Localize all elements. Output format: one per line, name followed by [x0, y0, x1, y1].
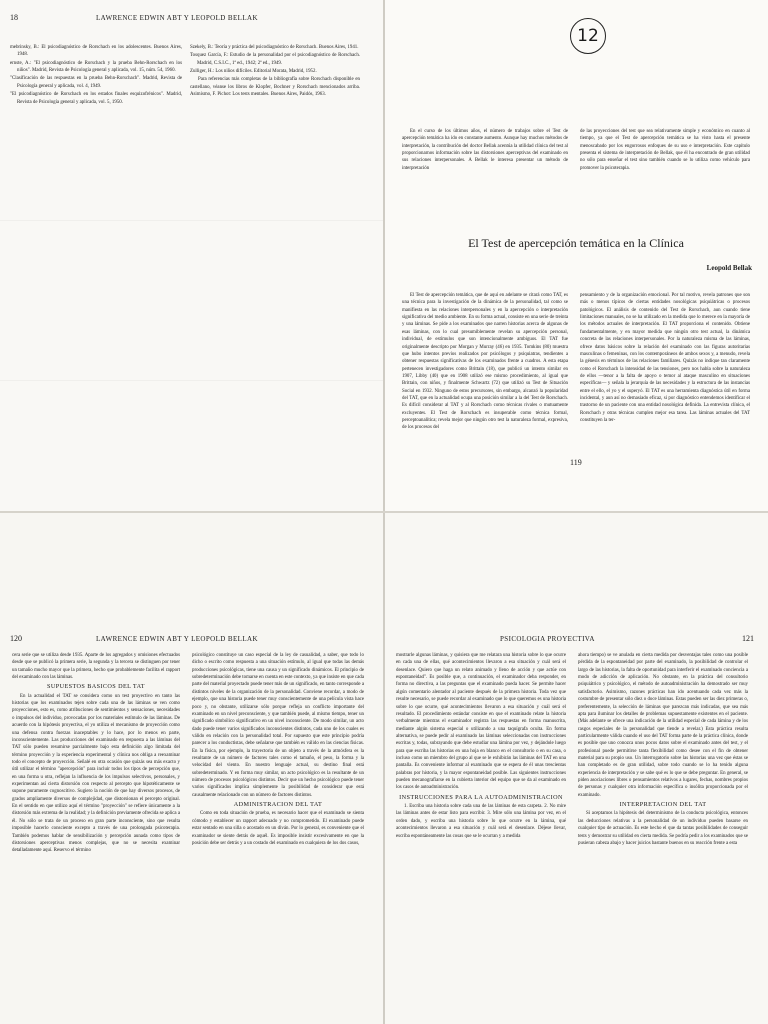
body-column-2: [580, 292, 750, 460]
intro-paragraph: En el curso de los últimos años, el número de trabajos sobre el Test de apercepción temática ha ido en constante aumento. Aunque hay muchos métodos de interpretación, la contribución del doctor Bellak acentúa la utilidad clínica del test al proporcionarnos información sobre las distorsiones aperceptivas del examinado en sus relaciones interpersonales. A Bellak le interesa presentar un método de interpretación: [402, 129, 568, 171]
references-column-1: [10, 44, 182, 144]
intro-column-2: [580, 128, 750, 198]
body-paragraph: psicológico constituye un caso especial de la ley de casualidad, a saber, que todo lo dicho o escrito como respuesta a una situación estímulo, al igual que todas las demás producciones psicológicas, tiene una causa y un significado dinámicos. El principio de sobredeterminación debe tomarse en cuenta en este contexto, ya que insiste en que cada parte del material proyectado puede tener más de un significado, en tanto corresponde a distintos niveles de la organización de la personalidad. Conviene recordar, a modo de ejemplo, que una historia puede tener muy conscientemente de una película vista hace poco y, no obstante, utilizarse sólo porque refleja un conflicto importante del examinado en un nivel preconsciente, y que también puede, al mismo tiempo, tener un significado simbólico significativo en un nivel inconsciente. De modo similar, un acto dado puede tener varios significados inconscientes distintos, cada uno de los cuales es válido en relación con la personalidad total. Por supuesto que este principio podría parecer a los conductistas, debe señalarse que también es válido en las ciencias físicas. En la física, por ejemplo, la trayectoria de un objeto a través de la atmósfera es la resultante de un número de factores tales como el tamaño, el peso, la forma y la velocidad del viento. En nuestro lenguaje actual, su destino final está sobredeterminado. Y en forma muy similar, un acto psicológico es la resultante de un número de procesos psicológicos distintos. Decir que un hecho psicológico puede tener varios significados implica simplemente la posibilidad de considerar que está causalmente relacionado con un número de factores distintos.: [192, 653, 364, 798]
body-paragraph: pensamiento y de la organización emocional. Por tal motivo, revela patrones que son más o menos típicos de ciertas entidades nosológicas psiquiátricas o procesos patológicos. El análisis de contenido del Test de Rorschach, aun cuando tiene limitaciones manuales, no se ha utilizado en la medida que lo merece en la mayoría de los métodos actuales de interpretación. El TAT proporciona el contenido. Obtiene fundamentalmente, y en mayor medida que ningún otro test actual, la dinámica concreta de las relaciones interpersonales. Por la naturaleza misma de las láminas, ofrece datos básicos sobre la relación del examinado con las figuras autoritarias masculinas o femeninas, con los contemporáneos de ambos sexos y, a menudo, revela la génesis en términos de las relaciones familiares. Quizás no indique tan claramente como el Rorschach la intensidad de las tensiones, pero nos habla sobre la naturaleza de ellos —tenor a la falta de apoyo o temor al ataque masculino en situaciones específicas— y señala la jerarquía de las necesidades y la estructura de las instancias entre el ello, el yo y el superyó. El TAT es una herramienta diagnóstica útil en forma incidental, y aun así no demasiado eficaz, si por diagnóstico entendemos identificar el trastorno de un paciente con una entidad nosológica definida. La entrevista clínica, el Rorschach y otras técnicas cumplen mejor esa tarea. Las láminas actuales del TAT constituyen la ter-: [580, 293, 750, 424]
page-number: 121: [742, 634, 754, 643]
reference-entry: "Clasificación de las respuestas en la prueba Behn-Rorschach". Madrid, Revista de Psicología general y aplicada, vol. 4, 1949.: [10, 76, 182, 89]
section-heading: INSTRUCCIONES PARA LA AUTOADMINISTRACION: [399, 793, 563, 801]
section-heading: SUPUESTOS BASICOS DEL TAT: [47, 683, 145, 691]
reference-entry: Zulliger, H.: Los niños difíciles. Editorial Morata, Madrid, 1952.: [190, 69, 317, 75]
page-number: 18: [10, 13, 18, 22]
page-121: [384, 512, 768, 1024]
body-paragraph: En la actualidad el TAT se considera como un test proyectivo en tanto las historias que los examinados tejen sobre cada una de las láminas se ven como proyecciones, esto es, como atribuciones de sentimientos y sensaciones, necesidades o impulsos del individuo, provocadas por los materiales estímulo de las láminas. De acuerdo con la hipótesis proyectiva, el yo utiliza el mecanismo de proyección como una defensa contra fuerzas inaceptables y lo hace, por lo menos en parte, inconscientemente. Las producciones del examinado en respuesta a las láminas del TAT sólo pueden resumirse parcialmente bajo esta definición algo limitada del término proyección y la experiencia experimental y clínica nos obliga a reexaminar todo el concepto de proyección. Señalé en otra ocasión que quizás sea más exacto y útil utilizar el término "apercepción" para incluir todos los tipos de percepción que, en una forma u otra, reflejan la influencia de los impulsos selectivos, personales, y experimentan así cierta distorsión con respecto al percepto que hipotéticamente se supone puramente cognoscitivo. Sugiero la noción de que hay diversos procesos, de grados ampliamente diversos de complejidad, que distorsionan el percepto original. En el sentido en que utilizo aquí el término "proyección" se refiere únicamente a la distorsión más extrema de la realidad; y la definición previamente ofrecida se aplica a él. No sólo se trata de un proceso en gran parte inconsciente, sino que resulta imposible hacerlo consciente excepto a través de una prolongada psicoterapia. También podemos hablar de sensibilización y percepción aunada como tipos de distorsiones aperceptivas menos complejas, que no se necesita examinar detalladamente aquí. Reservo el término: [12, 693, 180, 854]
chapter-title: El Test de apercepción temática en la Clínica: [468, 236, 684, 250]
running-head: PSICOLOGIA PROYECTIVA: [500, 635, 595, 643]
body-paragraph: Si aceptamos la hipótesis del determinismo de la conducta psicológica, entonces las deducciones relativas a la personalidad de un individuo pueden basarse en cualquier tipo de actuación. Es este hecho el que da tantas posibilidades de conseguir tests y demostrar su utilidad en cierta medida. Se podría pedir a los examinados que se pusieran cabeza abajo y hacer juicios bastante buenos en su reacción frente a esta: [578, 811, 748, 846]
body-paragraph: El Test de apercepción temática, que de aquí en adelante se citará como TAT, es una técnica para la investigación de la dinámica de la personalidad, tal como se manifiesta en las relaciones interpersonales y en la apercepción o interpretación significativa del medio ambiente. En su forma actual, consiste en una serie de treinta y una láminas. Se pide a los examinados que narren historias acerca de algunas de esas láminas, con lo cual presumiblemente revelan su apercepción personal, individual, de estímulos que son intencionalmente ambiguos. El TAT fue originalmente descripto por Morgan y Murray (46) en 1935. Tomkins (80) muestra que hubo intentos previos realizados por psicólogos y psiquiatras, tendientes a obtener respuestas significativas de los examinados frente a cuadros. A esta etapa pertenecen investigadores como Brittain (18), que publicó un intento similar en 1907, Libby (40) que en 1908 utilizó ese mismo procedimiento, al igual que Brittain, con niños, y finalmente Schwartz (72) que utilizó su Test de Situación Social en 1932. Ninguno de estos precursores, sin embargo, alcanzó la popularidad del TAT, que en la actualidad ocupa una posición similar a la del Test de Rorschach. Es difícil considerar al TAT y al Rorschach como técnicas rivales o mutuamente excluyentes. El Test de Rorschach es insuperable como técnica formal, perceptoanalítica; revela mejor que ningún otro test la naturaleza formal, expresiva, de los procesos del: [402, 293, 568, 431]
reference-entry: mebrinsky, B.: El psicodiagnóstico de Rorschach en los adolescentes. Buenos Aires, 1948.: [10, 45, 182, 58]
body-column-1: [396, 652, 566, 1020]
running-head: LAWRENCE EDWIN ABT Y LEOPOLD BELLAK: [96, 635, 258, 643]
body-paragraph: Como en toda situación de prueba, es necesario hacer que el examinado se sienta cómodo y establecer un rapport adecuado y no comprometido. El examinado puede estar sentado en una silla o acostado en un diván. Por lo general, es conveniente que el examinador se siente detrás de aquél. Es imposible insistir excesivamente en que la posición debe ser detrás y a un costado del examinado en cualquiera de los dos casos,: [192, 811, 364, 846]
page-number: 120: [10, 634, 22, 643]
body-column-2: [192, 652, 364, 1020]
body-paragraph: mostrarle algunas láminas, y quisiera que me relatara una historia sobre lo que ocurre en cada una de ellas, qué acontecimientos llevaron a esa situación y cuál será el desenlace. Quiero que haga un relato animado y lleno de acción y que actúe con espontaneidad". Es posible que, a continuación, el examinador deba responder, en forma no directiva, a las preguntas que el examinado pueda hacer. Se permite hacer algún comentario alentador al paciente después de la primera historia. Toda vez que resulte necesario, se puede recordar al examinado que lo que queremos es una historia sobre lo que ocurre, qué acontecimientos llevaron a esa situación y cuál será el resultado. El procedimiento estándar consiste en que el examinado relate la historia verbalmente mientras el examinador registra las respuestas en forma manuscrita, mediante algún sistema especial o utilizando a una taquígrafa oculta. En forma alternativa, se puede pedir al examinado las láminas seleccionadas con instrucciones escritas y, todas, subrayando que debe estudiar una lámina por vez, y dejándole luego para que escriba las historias en una hoja en blanco en el consultorio o en su casa, o incluso como un miembro del grupo al que se le exhibirán las láminas del TAT en una pantalla. Es conveniente informar al examinado que se espera de él unas trescientas palabras por historia, y la mayor espontaneidad posible. Las siguientes instrucciones pueden mecanografiarse en la cubierta interior del equipo que se da al examinado en los casos de autoadministración.: [396, 653, 566, 791]
reference-entry: ernste, A.: "El psicodiagnóstico de Rorschach y la prueba Behn-Rorschach en los niños". Madrid, Revista de Psicología general y aplicada, vol. 15, núm. 54, 1960.: [10, 60, 182, 74]
references-column-2: [190, 44, 360, 144]
body-column-1: [402, 292, 568, 460]
body-column-2: [578, 652, 748, 1020]
spread-divider: [0, 511, 768, 513]
page-18: [0, 0, 384, 512]
chapter-author: Leopold Bellak: [706, 264, 752, 272]
reference-entry: Szekely, B.: Teoría y práctica del psicodiagnóstico de Rorschach. Buenos Aires, 1941.: [190, 45, 359, 50]
intro-paragraph: de las proyecciones del test que sea relativamente simple y económico en cuanto al tiempo, ya que el Test de apercepción temática se ha visto hasta el presente menoscabado por los engorrosos enfoques de su uso e interpretación. Este capítulo presenta el sistema de interpretación de Bellak, que él ha encontrado de gran utilidad no sólo para enseñar el test sino también cuando se lo utiliza como vehículo para promover la psicoterapia.: [580, 129, 750, 171]
running-head: LAWRENCE EDWIN ABT Y LEOPOLD BELLAK: [96, 14, 258, 22]
reference-entry: "El psicodiagnóstico de Rorschach en los estados finales esquizofrénicos". Madrid, Revista de Psicología general y aplicada, vol. 5, 1950.: [10, 92, 182, 105]
page-120: [0, 512, 384, 1024]
reference-entry: Tosquez García, F.: Estudio de la personalidad por el psicodiagnóstico de Rorschach. Madrid, C.S.I.C., 1ª ed., 1942; 2ª ed., 1949.: [190, 53, 360, 66]
bibliography-note: Para referencias más completas de la bibliografía sobre Rorschach disponible en castellano, véanse los libros de Klopfer, Bochner y Rorschach mencionados arriba. Asimismo, F. Pichot: Los tests mentales. Buenos Aires, Paidós, 1963.: [190, 77, 360, 98]
body-column-1: [12, 652, 180, 1020]
intro-column-1: [402, 128, 568, 198]
body-paragraph: cera serie que se utiliza desde 1935. Aparte de los agregados y omisiones efectuados desde que se publicó la primera serie, la segunda y la tercera se distinguen por tener un tamaño mucho mayor que la primera, hecho que probablemente facilita el rapport del examinado con las láminas.: [12, 653, 180, 681]
page-119: [384, 0, 768, 512]
numbered-instructions: 1. Escriba una historia sobre cada una de las láminas de esta carpeta. 2. No mire las láminas antes de estar listo para escribir. 3. Mire sólo una lámina por vez, en el orden dado, y escriba una historia sobre lo que ocurre en la lámina, qué acontecimientos llevaron a esa situación y cuál será el desenlace. Déjese llevar, escriba espontáneamente las cosas que se le ocurran y a medida: [396, 804, 566, 839]
section-heading: INTERPRETACION DEL TAT: [619, 801, 707, 809]
section-heading: ADMINISTRACION DEL TAT: [233, 801, 323, 809]
body-paragraph: ahora tiempo) se ve anulada en cierta medida por desventajas tales como una posible pérdida de la espontaneidad por parte del examinado, la posibilidad de controlar el largo de las historias, la falta de oportunidad para interferir el examinado conciencia a modo de adicción de aplicación. No obstante, en la práctica del consultorio psiquiátrico y psicológico, el método de autoadministración ha demostrado ser muy satisfactorio. Asimismo, razones prácticas han ido acentuando cada vez más la costumbre de presentar sólo diez o doce láminas. Estas pueden ser las diez primeras o, preferentemente, la selección de láminas que parezcan más indicadas, que sea más apta para iluminar los detalles de problemas supuestamente existentes en el paciente. (Más adelante se ofrece una indicación de la utilidad especial de cada lámina y de los rasgos especiales de la personalidad que tiende a revelar.) Esta práctica resulta particularmente válida cuando el uso del TAT forma parte de la práctica clínica, donde es posible que uno conozca unos pocos datos sobre el examinado antes del test, y el profesional puede permitirse tanta flexibilidad como desee con el fin de obtener material para su propio uso. Un interrogatorio sobre las historias una vez que éstas se han completado es de gran utilidad, sobre todo cuando se lo ha tenido alguna experiencia de interpretación y se sabe qué es lo que se debe preguntar. En general, se piden asociaciones libres o pensamientos relativos a lugares, fechas, nombres propios de personas y cualquier otra información específica o insólita proporcionada por el examinado.: [578, 653, 748, 798]
page-number: 119: [570, 458, 582, 467]
circled-page-mark: 12: [570, 18, 606, 54]
